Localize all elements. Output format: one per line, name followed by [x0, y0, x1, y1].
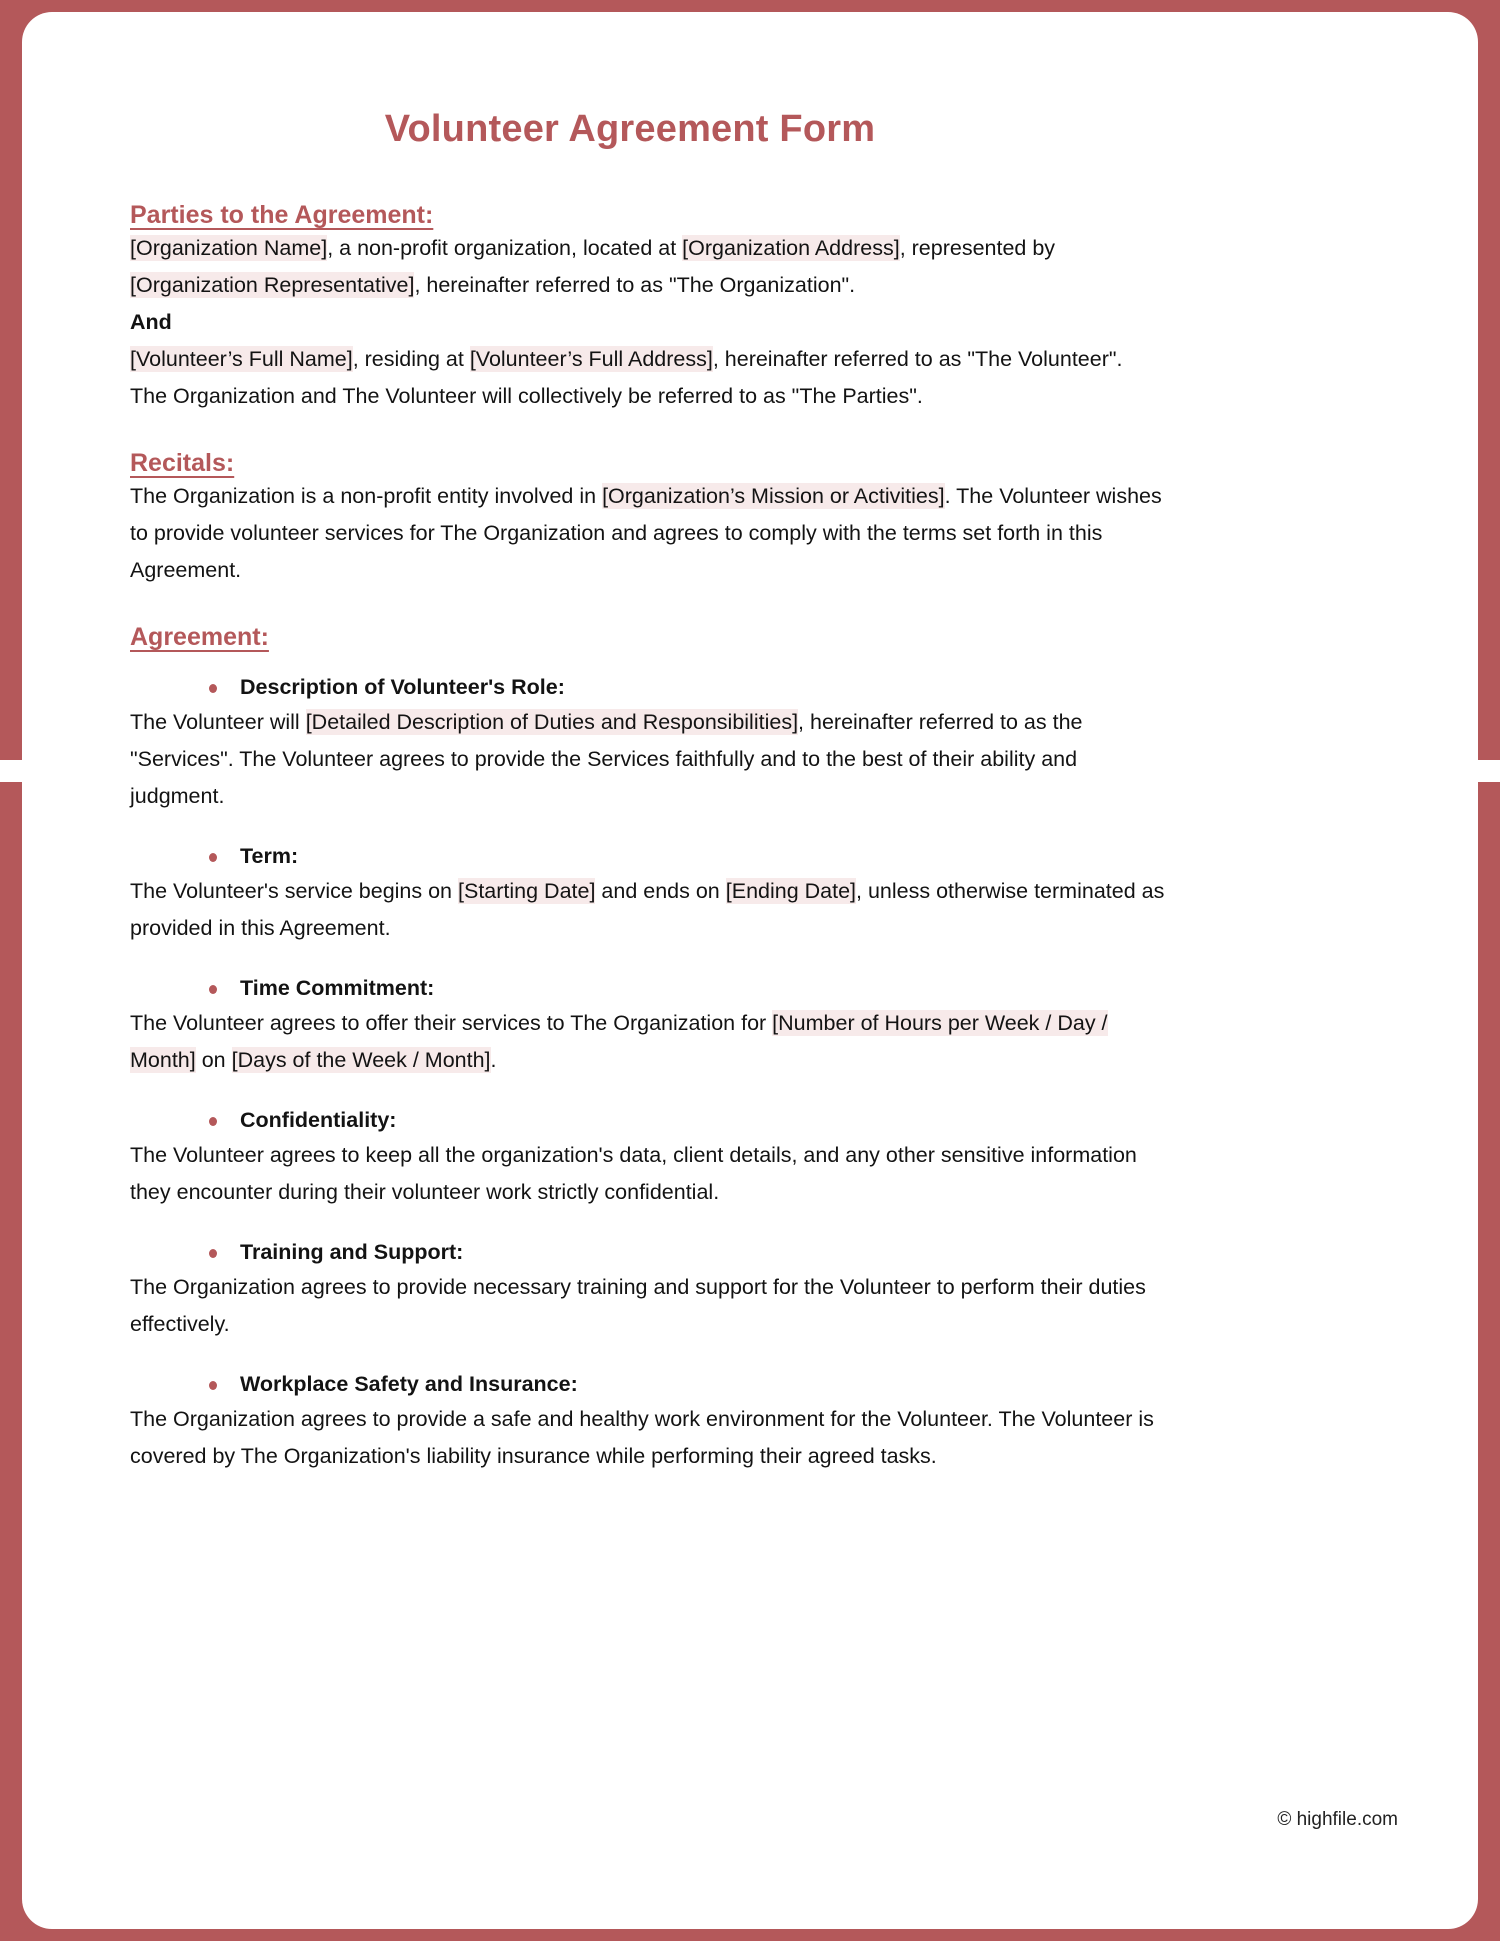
placeholder-duties-description[interactable]: [Detailed Description of Duties and Responsibilities] [305, 710, 799, 734]
clause-body-training-and-support: The Organization agrees to provide necessary training and support for the Volunteer to perform their duties effectively. [130, 1275, 1146, 1336]
parties-text-2: , represented by [899, 236, 1056, 260]
parties-and-label: And [130, 310, 172, 334]
recitals-text-1: The Organization is a non-profit entity involved in [130, 484, 603, 508]
clause-2-text-3: . [490, 1048, 497, 1072]
clause-1-text-3: , unless otherwise terminated as provided in this Agreement. [130, 879, 1165, 940]
placeholder-days-of-week[interactable]: [Days of the Week / Month] [231, 1048, 491, 1072]
clause-body-description-of-role [130, 704, 1175, 815]
clause-body-workplace-safety: The Organization agrees to provide a safe and healthy work environment for the Volunteer. The Volunteer is covered by The Organization's liability insurance while performing their agreed tasks. [130, 1407, 1154, 1468]
clause-title-time-commitment: Time Commitment: [130, 971, 1398, 1005]
clause-body-time-commitment [130, 1005, 1175, 1079]
recitals-paragraph [130, 478, 1175, 589]
parties-volunteer-paragraph [130, 341, 1175, 378]
section-heading-parties: Parties to the Agreement: [130, 201, 434, 229]
section-heading-recitals: Recitals: [130, 449, 235, 477]
clause-body-confidentiality: The Volunteer agrees to keep all the organization's data, client details, and any other sensitive information they encounter during their volunteer work strictly confidential. [130, 1143, 1137, 1204]
clause-1-text-2: and ends on [595, 879, 726, 903]
placeholder-starting-date[interactable]: [Starting Date] [458, 879, 596, 903]
placeholder-organization-representative[interactable]: [Organization Representative] [130, 273, 415, 297]
parties-text-3: , hereinafter referred to as "The Organization". [414, 273, 856, 297]
clause-2-text-1: The Volunteer agrees to offer their services to The Organization for [130, 1011, 773, 1035]
placeholder-organization-address[interactable]: [Organization Address] [682, 236, 900, 260]
clause-1-text-1: The Volunteer's service begins on [130, 879, 458, 903]
placeholder-organization-mission[interactable]: [Organization’s Mission or Activities] [602, 484, 945, 508]
parties-text-5: , hereinafter referred to as "The Volunteer". [712, 347, 1123, 371]
footer-credit: © highfile.com [1277, 1809, 1398, 1830]
clause-2-text-2: on [195, 1048, 232, 1072]
parties-organization-paragraph [130, 230, 1175, 304]
recitals-text-2: . The Volunteer wishes to provide volunteer services for The Organization and agrees to comply with the terms set forth in this Agreement. [130, 484, 1162, 582]
clause-title-term: Term: [130, 839, 1398, 873]
section-heading-agreement: Agreement: [130, 623, 269, 651]
placeholder-ending-date[interactable]: [Ending Date] [725, 879, 857, 903]
agreement-clause-list [130, 670, 1398, 1475]
clause-0-text-2: , hereinafter referred to as the "Services". The Volunteer agrees to provide the Services faithfully and to the best of their ability and judgment. [130, 710, 1083, 808]
clause-title-workplace-safety: Workplace Safety and Insurance: [130, 1367, 1398, 1401]
placeholder-number-of-hours[interactable]: [Number of Hours per Week / Day / Month] [130, 1011, 1108, 1072]
placeholder-volunteer-full-name[interactable]: [Volunteer’s Full Name] [130, 347, 353, 371]
clause-0-text-1: The Volunteer will [130, 710, 306, 734]
clause-title-description-of-role: Description of Volunteer's Role: [130, 670, 1398, 704]
clause-body-term [130, 873, 1175, 947]
placeholder-organization-name[interactable]: [Organization Name] [130, 236, 328, 260]
parties-text-4: , residing at [352, 347, 470, 371]
placeholder-volunteer-full-address[interactable]: [Volunteer’s Full Address] [469, 347, 713, 371]
clause-title-training-and-support: Training and Support: [130, 1235, 1398, 1269]
page-title: Volunteer Agreement Form [384, 108, 876, 150]
parties-text-1: , a non-profit organization, located at [327, 236, 683, 260]
clause-title-confidentiality: Confidentiality: [130, 1103, 1398, 1137]
document-content [130, 12, 1398, 1929]
document-paper [22, 12, 1478, 1929]
parties-collective-paragraph: The Organization and The Volunteer will collectively be referred to as "The Parties". [130, 384, 923, 408]
